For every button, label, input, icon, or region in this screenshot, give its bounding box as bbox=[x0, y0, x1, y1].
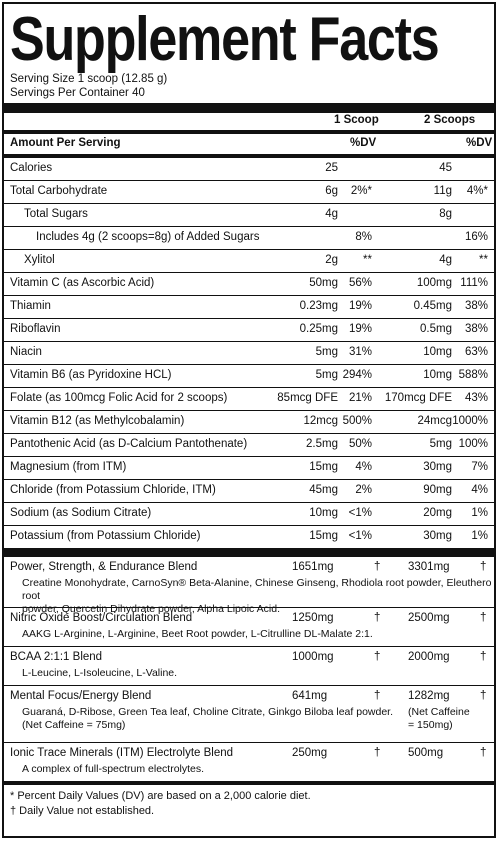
blend-dv-2-scoops: † bbox=[480, 561, 487, 573]
dv-2-scoops: 4%* bbox=[466, 185, 488, 197]
amount-2-scoops: 30mg bbox=[423, 461, 452, 473]
footnote-dv: * Percent Daily Values (DV) are based on a 2,000 calorie diet. bbox=[10, 790, 311, 802]
nutrient-row bbox=[4, 503, 494, 526]
dv-1-scoop: 19% bbox=[348, 300, 372, 312]
amount-1-scoop: 10mg bbox=[309, 507, 338, 519]
nutrient-row bbox=[4, 411, 494, 434]
amount-1-scoop: 5mg bbox=[315, 346, 338, 358]
blend-name: Ionic Trace Minerals (ITM) Electrolyte Blend bbox=[10, 747, 234, 759]
blend-amount-2-scoops: 2500mg bbox=[408, 612, 450, 624]
nutrient-label: Folate (as 100mcg Folic Acid for 2 scoops) bbox=[10, 392, 228, 404]
amount-1-scoop: 2g bbox=[325, 254, 338, 266]
blend-dv-2-scoops: † bbox=[480, 690, 487, 702]
blend-amount-2-scoops: 1282mg bbox=[408, 690, 450, 702]
dv-1-scoop: 4% bbox=[355, 461, 372, 473]
blend-amount-2-scoops: 3301mg bbox=[408, 561, 450, 573]
blend-dv-2-scoops: † bbox=[480, 651, 487, 663]
dv-1-scoop: <1% bbox=[348, 530, 372, 542]
blend-row bbox=[4, 608, 494, 647]
amount-1-scoop: 6g bbox=[325, 185, 338, 197]
amount-2-scoops: 24mcg bbox=[417, 415, 452, 427]
supplement-facts-panel bbox=[2, 2, 496, 838]
blend-dv-1-scoop: † bbox=[374, 561, 381, 573]
nutrient-label: Total Sugars bbox=[24, 208, 88, 220]
nutrient-label: Thiamin bbox=[10, 300, 51, 312]
amount-1-scoop: 45mg bbox=[309, 484, 338, 496]
blend-dv-2-scoops: † bbox=[480, 747, 487, 759]
amount-2-scoops: 11g bbox=[433, 185, 452, 197]
amount-2-scoops: 100mg bbox=[416, 277, 452, 289]
dv-2-scoops: 63% bbox=[464, 346, 488, 358]
amount-1-scoop: 50mg bbox=[309, 277, 338, 289]
blend-name: Nitric Oxide Boost/Circulation Blend bbox=[10, 612, 193, 624]
blend-row bbox=[4, 686, 494, 743]
nutrient-row bbox=[4, 365, 494, 388]
amount-2-scoops: 0.45mg bbox=[413, 300, 452, 312]
ingredient-line: powder, Quercetin Dihydrate powder, Alpha Lipoic Acid. bbox=[22, 603, 280, 615]
blend-amount-1-scoop: 250mg bbox=[292, 747, 328, 759]
nutrient-label: Riboflavin bbox=[10, 323, 61, 335]
amount-1-scoop: 25 bbox=[325, 162, 338, 174]
nutrient-label: Sodium (as Sodium Citrate) bbox=[10, 507, 152, 519]
ingredient-line: L-Leucine, L-Isoleucine, L-Valine. bbox=[22, 667, 178, 679]
amount-1-scoop: 4g bbox=[325, 208, 338, 220]
dv-2-scoops: 4% bbox=[471, 484, 488, 496]
blend-dv-1-scoop: † bbox=[374, 747, 381, 759]
amount-2-scoops: 20mg bbox=[423, 507, 452, 519]
amount-2-scoops: 170mcg DFE bbox=[384, 392, 452, 404]
amount-per-serving-row bbox=[4, 134, 494, 155]
blend-ingredients bbox=[22, 763, 204, 776]
nutrient-row bbox=[4, 434, 494, 457]
amount-2-scoops: 90mg bbox=[423, 484, 452, 496]
blend-amount-1-scoop: 1651mg bbox=[292, 561, 334, 573]
amount-2-scoops: 30mg bbox=[423, 530, 452, 542]
dv-1-scoop: 500% bbox=[342, 415, 372, 427]
blend-ingredients bbox=[22, 628, 373, 641]
blend-dv-1-scoop: † bbox=[374, 690, 381, 702]
column-header-row bbox=[4, 113, 494, 130]
amount-1-scoop: 15mg bbox=[309, 461, 338, 473]
dv-2-scoops: 38% bbox=[464, 323, 488, 335]
servings-per-container: Servings Per Container 40 bbox=[10, 87, 145, 99]
dv-1-scoop: 21% bbox=[348, 392, 372, 404]
amount-2-scoops: 45 bbox=[439, 162, 452, 174]
amount-1-scoop: 0.25mg bbox=[299, 323, 338, 335]
dv-2-scoops: 38% bbox=[464, 300, 488, 312]
blend-table bbox=[4, 557, 494, 782]
serving-size: Serving Size 1 scoop (12.85 g) bbox=[10, 73, 168, 85]
nutrient-label: Xylitol bbox=[24, 254, 55, 266]
amount-2-scoops: 5mg bbox=[429, 438, 452, 450]
blend-dv-1-scoop: † bbox=[374, 612, 381, 624]
nutrient-row bbox=[4, 342, 494, 365]
dv-2-scoops: 1000% bbox=[452, 415, 488, 427]
panel-title: Supplement Facts bbox=[10, 5, 439, 74]
footnote-dagger: † Daily Value not established. bbox=[10, 805, 155, 817]
dv-label-col1: %DV bbox=[350, 137, 377, 149]
nutrient-label: Includes 4g (2 scoops=8g) of Added Sugars bbox=[36, 231, 260, 243]
dv-2-scoops: 1% bbox=[471, 530, 488, 542]
ingredient-line: Guaraná, D-Ribose, Green Tea leaf, Choline Citrate, Ginkgo Biloba leaf powder. bbox=[22, 706, 394, 718]
amount-1-scoop: 15mg bbox=[309, 530, 338, 542]
blend-name: Power, Strength, & Endurance Blend bbox=[10, 561, 198, 573]
amount-2-scoops: 4g bbox=[439, 254, 452, 266]
dv-1-scoop: 2%* bbox=[350, 185, 372, 197]
blend-amount-1-scoop: 1000mg bbox=[292, 651, 334, 663]
dv-2-scoops: 111% bbox=[460, 277, 488, 289]
dv-2-scoops: 43% bbox=[464, 392, 488, 404]
blend-divider bbox=[4, 549, 494, 557]
dv-2-scoops: 16% bbox=[464, 231, 488, 243]
nutrient-label: Niacin bbox=[10, 346, 42, 358]
col1-header: 1 Scoop bbox=[334, 114, 379, 126]
amount-2-scoops: 0.5mg bbox=[420, 323, 452, 335]
blend-row bbox=[4, 557, 494, 615]
nutrient-row bbox=[4, 158, 494, 181]
amount-per-serving-label: Amount Per Serving bbox=[10, 137, 121, 149]
nutrient-label: Calories bbox=[10, 162, 53, 174]
nutrient-row bbox=[4, 204, 494, 227]
nutrient-row bbox=[4, 296, 494, 319]
dv-1-scoop: 2% bbox=[355, 484, 372, 496]
dv-2-scoops: 7% bbox=[471, 461, 488, 473]
note-line: (Net Caffeine bbox=[408, 706, 470, 718]
amount-1-scoop: 12mcg bbox=[303, 415, 338, 427]
nutrient-row bbox=[4, 457, 494, 480]
nutrient-row bbox=[4, 480, 494, 503]
ingredient-line: AAKG L-Arginine, L-Arginine, Beet Root powder, L-Citrulline DL-Malate 2:1. bbox=[22, 628, 373, 640]
dv-1-scoop: <1% bbox=[348, 507, 372, 519]
dv-1-scoop: 8% bbox=[355, 231, 372, 243]
amount-1-scoop: 85mcg DFE bbox=[277, 392, 338, 404]
dv-2-scoops: 588% bbox=[458, 369, 488, 381]
amount-2-scoops: 10mg bbox=[423, 346, 452, 358]
nutrient-label: Pantothenic Acid (as D-Calcium Pantothenate) bbox=[10, 438, 248, 450]
blend-dv-2-scoops: † bbox=[480, 612, 487, 624]
nutrient-label: Chloride (from Potassium Chloride, ITM) bbox=[10, 484, 216, 496]
nutrient-table bbox=[4, 158, 494, 549]
blend-dv-1-scoop: † bbox=[374, 651, 381, 663]
dv-1-scoop: 50% bbox=[348, 438, 372, 450]
nutrient-label: Total Carbohydrate bbox=[10, 185, 108, 197]
ingredient-line: A complex of full-spectrum electrolytes. bbox=[22, 763, 205, 775]
dv-1-scoop: 294% bbox=[342, 369, 372, 381]
amount-1-scoop: 5mg bbox=[315, 369, 338, 381]
thick-divider bbox=[4, 103, 494, 113]
nutrient-label: Vitamin B6 (as Pyridoxine HCL) bbox=[10, 369, 172, 381]
nutrient-label: Potassium (from Potassium Chloride) bbox=[10, 530, 201, 542]
ingredient-line: (Net Caffeine = 75mg) bbox=[22, 719, 126, 731]
ingredient-line: Creatine Monohydrate, CarnoSyn® Beta-Alanine, Chinese Ginseng, Rhodiola root powder, Eleuthero root bbox=[22, 577, 492, 602]
amount-2-scoops: 10mg bbox=[423, 369, 452, 381]
dv-label-col2: %DV bbox=[466, 137, 493, 149]
footnotes bbox=[10, 785, 494, 819]
nutrient-row bbox=[4, 181, 494, 204]
dv-1-scoop: 19% bbox=[348, 323, 372, 335]
blend-row bbox=[4, 647, 494, 686]
blend-amount-1-scoop: 1250mg bbox=[292, 612, 334, 624]
blend-note-2-scoops bbox=[408, 706, 470, 732]
blend-name: BCAA 2:1:1 Blend bbox=[10, 651, 103, 663]
nutrient-label: Magnesium (from ITM) bbox=[10, 461, 127, 473]
dv-2-scoops: 100% bbox=[458, 438, 488, 450]
blend-ingredients bbox=[22, 706, 393, 732]
nutrient-row bbox=[4, 250, 494, 273]
amount-1-scoop: 0.23mg bbox=[299, 300, 338, 312]
dv-2-scoops: ** bbox=[479, 254, 488, 266]
nutrient-label: Vitamin C (as Ascorbic Acid) bbox=[10, 277, 155, 289]
col2-header: 2 Scoops bbox=[424, 114, 476, 126]
nutrient-row bbox=[4, 273, 494, 296]
blend-name: Mental Focus/Energy Blend bbox=[10, 690, 152, 702]
amount-2-scoops: 8g bbox=[439, 208, 452, 220]
amount-1-scoop: 2.5mg bbox=[306, 438, 338, 450]
blend-amount-2-scoops: 2000mg bbox=[408, 651, 450, 663]
dv-1-scoop: 31% bbox=[348, 346, 372, 358]
dv-1-scoop: ** bbox=[363, 254, 372, 266]
nutrient-row bbox=[4, 319, 494, 342]
note-line: = 150mg) bbox=[408, 719, 453, 731]
dv-1-scoop: 56% bbox=[348, 277, 372, 289]
blend-ingredients bbox=[22, 667, 177, 680]
nutrient-row bbox=[4, 526, 494, 549]
nutrient-row bbox=[4, 388, 494, 411]
blend-row bbox=[4, 743, 494, 782]
blend-amount-2-scoops: 500mg bbox=[408, 747, 444, 759]
nutrient-row bbox=[4, 227, 494, 250]
blend-amount-1-scoop: 641mg bbox=[292, 690, 328, 702]
nutrient-label: Vitamin B12 (as Methylcobalamin) bbox=[10, 415, 185, 427]
dv-2-scoops: 1% bbox=[471, 507, 488, 519]
